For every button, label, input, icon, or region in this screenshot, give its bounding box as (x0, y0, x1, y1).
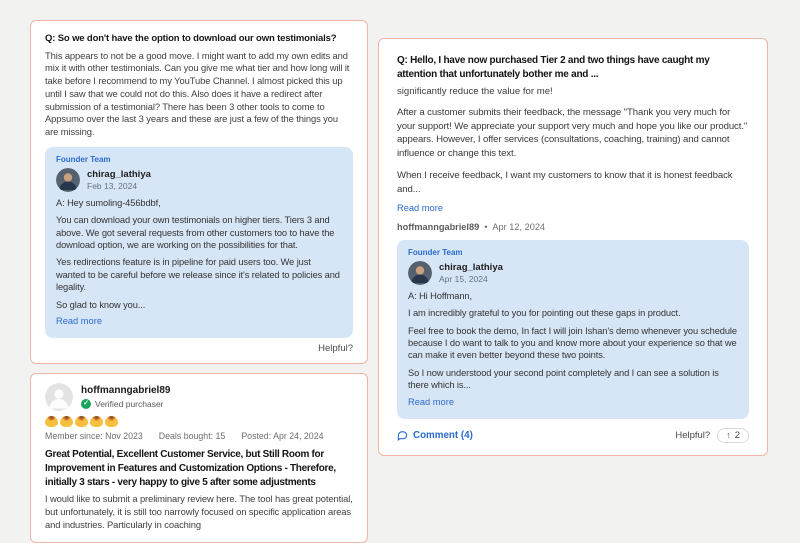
question-body: This appears to not be a good move. I might want to add my own edits and mix it with other testimonials. Can you give me what tier and how long will it take before I recommend to my YouTube Channel. I almost picked this up until I saw that we could not do this. Also does it have a redirect after submission of a testimonial? There has been 3 other tools to come to Appsumo over the last 3 years and these are just a few of the things you are missing. (45, 49, 350, 138)
question-byline (397, 222, 749, 232)
founder-reply-box (397, 240, 749, 419)
member-since: Member since: Nov 2023 (45, 430, 143, 441)
founder-reply-box (45, 147, 353, 338)
founder-avatar (56, 168, 80, 192)
read-more-link[interactable]: Read more (56, 315, 102, 326)
helpful-group (675, 428, 749, 443)
reviewer-username: hoffmanngabriel89 (81, 384, 171, 396)
comment-link[interactable] (397, 430, 473, 441)
reply-header (408, 261, 738, 285)
person-photo-icon (56, 168, 80, 192)
reviewer-meta (45, 431, 353, 441)
founder-name: chirag_lathiya (87, 169, 151, 180)
reply-paragraph: So I now understood your second point completely and I can see a solution is there which is... (408, 367, 719, 391)
taco-icon (45, 416, 58, 427)
comment-label: Comment (4) (413, 429, 473, 441)
reply-paragraph: A: Hi Hoffmann, (408, 291, 472, 302)
reviewer-header (45, 383, 353, 411)
taco-icon (90, 416, 103, 427)
right-column (378, 38, 768, 456)
taco-rating (45, 416, 353, 427)
left-column (30, 20, 368, 543)
question-paragraph: After a customer submits their feedback, the message "Thank you very much for your support! We appreciate your support very much and hope you like our product." appears. However, I offer services (consultations, coaching, training) and cannot influence or change this text. (397, 106, 748, 160)
verified-purchaser (81, 399, 170, 409)
review-card (30, 373, 368, 543)
upvote-button[interactable] (717, 428, 749, 443)
taco-icon (75, 416, 88, 427)
author-date: Apr 12, 2024 (492, 222, 546, 233)
reply-paragraph: Yes redirections feature is in pipeline for paid users too. We just wanted to be careful before we release since it's related to policies and legality. (56, 257, 340, 293)
founder-avatar (408, 261, 432, 285)
question-paragraph: When I receive feedback, I want my customers to know that it is honest feedback and... (397, 170, 733, 196)
read-more-link[interactable]: Read more (397, 203, 443, 214)
taco-icon (60, 416, 73, 427)
review-title: Great Potential, Excellent Customer Service, but Still Room for Improvement in Features and Customization Options - Therefore, initially 3 stars - very happy to give 5 after some adjustments (45, 448, 336, 489)
dot-separator: • (484, 222, 488, 233)
taco-icon (105, 416, 118, 427)
founder-team-badge: Founder Team (408, 248, 463, 258)
reviewer-avatar (45, 383, 73, 411)
reply-paragraph: So glad to know you... (56, 299, 146, 310)
deals-bought: Deals bought: 15 (158, 430, 226, 441)
upvote-count: 2 (734, 429, 740, 441)
reply-paragraph: You can download your own testimonials on higher tiers. Tiers 3 and above. We got several requests from other customers too to have the download option, we are working on the possibilities for that. (56, 215, 335, 251)
qa-card-tier2 (378, 38, 768, 456)
founder-name: chirag_lathiya (439, 262, 503, 274)
verified-label: Verified purchaser (95, 398, 164, 409)
author-username: hoffmanngabriel89 (397, 222, 480, 233)
helpful-label: Helpful? (675, 429, 711, 441)
review-body: I would like to submit a preliminary review here. The tool has great potential, but unfortunately, it is still too narrowly focused on specific application areas and industries. Particularly in coaching (45, 493, 353, 530)
card-footer (397, 428, 749, 443)
read-more-link[interactable]: Read more (408, 396, 454, 407)
reply-date: Feb 13, 2024 (87, 181, 138, 191)
comment-bubble-icon (397, 430, 408, 441)
reply-paragraph: Feel free to book the demo, In fact I will join Ishan's demo whenever you schedule because I do want to talk to you and know more about your experience so that we can make it even better beyond these two points. (408, 325, 737, 361)
person-placeholder-icon (45, 383, 73, 411)
reply-header (56, 168, 342, 192)
verified-check-icon: ✓ (81, 399, 91, 409)
question-title: Q: Hello, I have now purchased Tier 2 and two things have caught my attention that unfortunately bother me and ... (397, 55, 710, 80)
posted-date: Posted: Apr 24, 2024 (241, 430, 324, 441)
reply-paragraph: A: Hey sumoling-456bdbf, (56, 198, 161, 208)
reply-paragraph: I am incredibly grateful to you for pointing out these gaps in product. (408, 308, 681, 319)
reply-date: Apr 15, 2024 (439, 274, 488, 285)
person-photo-icon (408, 261, 432, 285)
founder-team-badge: Founder Team (56, 155, 111, 164)
question-title: Q: So we don't have the option to download our own testimonials? (45, 33, 337, 44)
qa-card-testimonials (30, 20, 368, 364)
helpful-label: Helpful? (318, 342, 353, 354)
up-arrow-icon: ↑ (726, 430, 731, 441)
question-subtitle: significantly reduce the value for me! (397, 85, 553, 97)
